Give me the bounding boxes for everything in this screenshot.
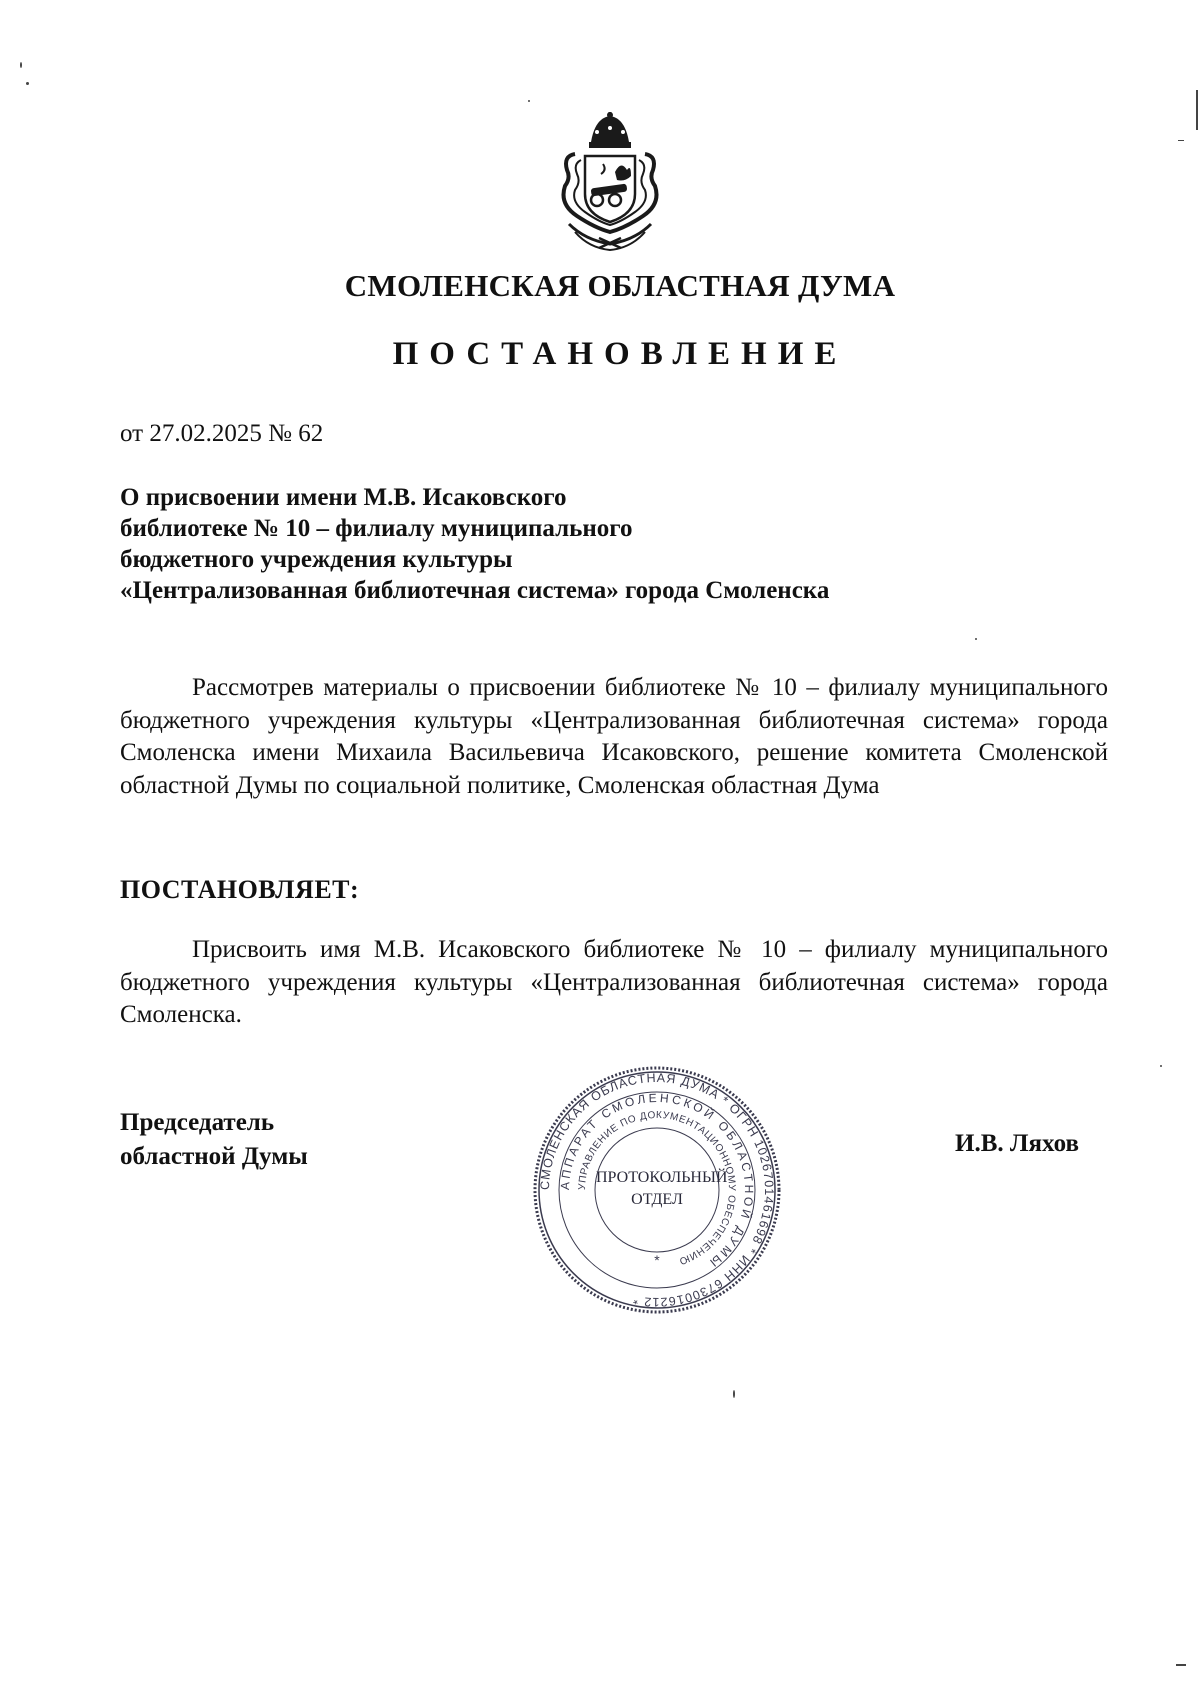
seal-middle-text: АППАРАТ СМОЛЕНСКОЙ ОБЛАСТНОЙ ДУМЫ bbox=[557, 1090, 757, 1272]
subject-line: О присвоении имени М.В. Исаковского bbox=[120, 484, 567, 511]
scan-speck bbox=[733, 1390, 735, 1398]
subject-line: бюджетного учреждения культуры bbox=[120, 546, 513, 573]
scan-speck bbox=[975, 638, 977, 640]
document-type-title: ПОСТАНОВЛЕНИЕ bbox=[392, 336, 848, 372]
scan-speck bbox=[1160, 1065, 1162, 1067]
resolution-paragraph: Присвоить имя М.В. Исаковского библиотеке № 10 – филиалу муниципального бюджетного учреждения культуры «Централизованная библиотечная система» города Смоленска. bbox=[120, 936, 1108, 1028]
signatory-name: И.В. Ляхов bbox=[955, 1130, 1079, 1157]
svg-text:*: * bbox=[654, 1252, 660, 1268]
signatory-title-line: Председатель bbox=[120, 1109, 275, 1136]
coat-of-arms-icon bbox=[555, 112, 665, 252]
scan-speck bbox=[528, 100, 530, 102]
subject-line: библиотеке № 10 – филиалу муниципального bbox=[120, 515, 633, 542]
scan-speck bbox=[26, 82, 29, 85]
seal-center-text bbox=[596, 1167, 728, 1225]
resolves-heading: ПОСТАНОВЛЯЕТ: bbox=[120, 875, 360, 904]
seal-center-line: ПРОТОКОЛЬНЫЙ bbox=[596, 1169, 728, 1186]
signatory-title bbox=[120, 1106, 308, 1174]
seal-inner-ring-text: УПРАВЛЕНИЕ ПО ДОКУМЕНТАЦИОННОМУ ОБЕСПЕЧЕНИЮ bbox=[576, 1109, 738, 1267]
official-seal-stamp bbox=[532, 1065, 782, 1315]
signatory-title-line: областной Думы bbox=[120, 1143, 308, 1170]
document-subject bbox=[120, 482, 1020, 606]
subject-line: «Централизованная библиотечная система» города Смоленска bbox=[120, 577, 830, 604]
seal-center-line: ОТДЕЛ bbox=[631, 1191, 683, 1208]
document-date-number: от 27.02.2025 № 62 bbox=[120, 420, 324, 447]
scan-speck bbox=[1196, 90, 1198, 130]
scan-speck bbox=[1178, 140, 1184, 141]
organization-name: СМОЛЕНСКАЯ ОБЛАСТНАЯ ДУМА bbox=[344, 268, 896, 303]
seal-outer-text: СМОЛЕНСКАЯ ОБЛАСТНАЯ ДУМА * ОГРН 1026701461698 * ИНН 6730016212 * bbox=[537, 1070, 777, 1310]
preamble-paragraph: Рассмотрев материалы о присвоении библиотеке № 10 – филиалу муниципального бюджетного учреждения культуры «Централизованная библиотечная система» города Смоленска имени Михаила Васильевича Исаковского, решение комитета Смоленской областной Думы по социальной политике, Смоленская областная Дума bbox=[120, 674, 1108, 799]
scan-speck bbox=[20, 62, 22, 68]
scan-speck bbox=[1176, 1664, 1186, 1666]
coat-of-arms-emblem bbox=[555, 112, 665, 252]
